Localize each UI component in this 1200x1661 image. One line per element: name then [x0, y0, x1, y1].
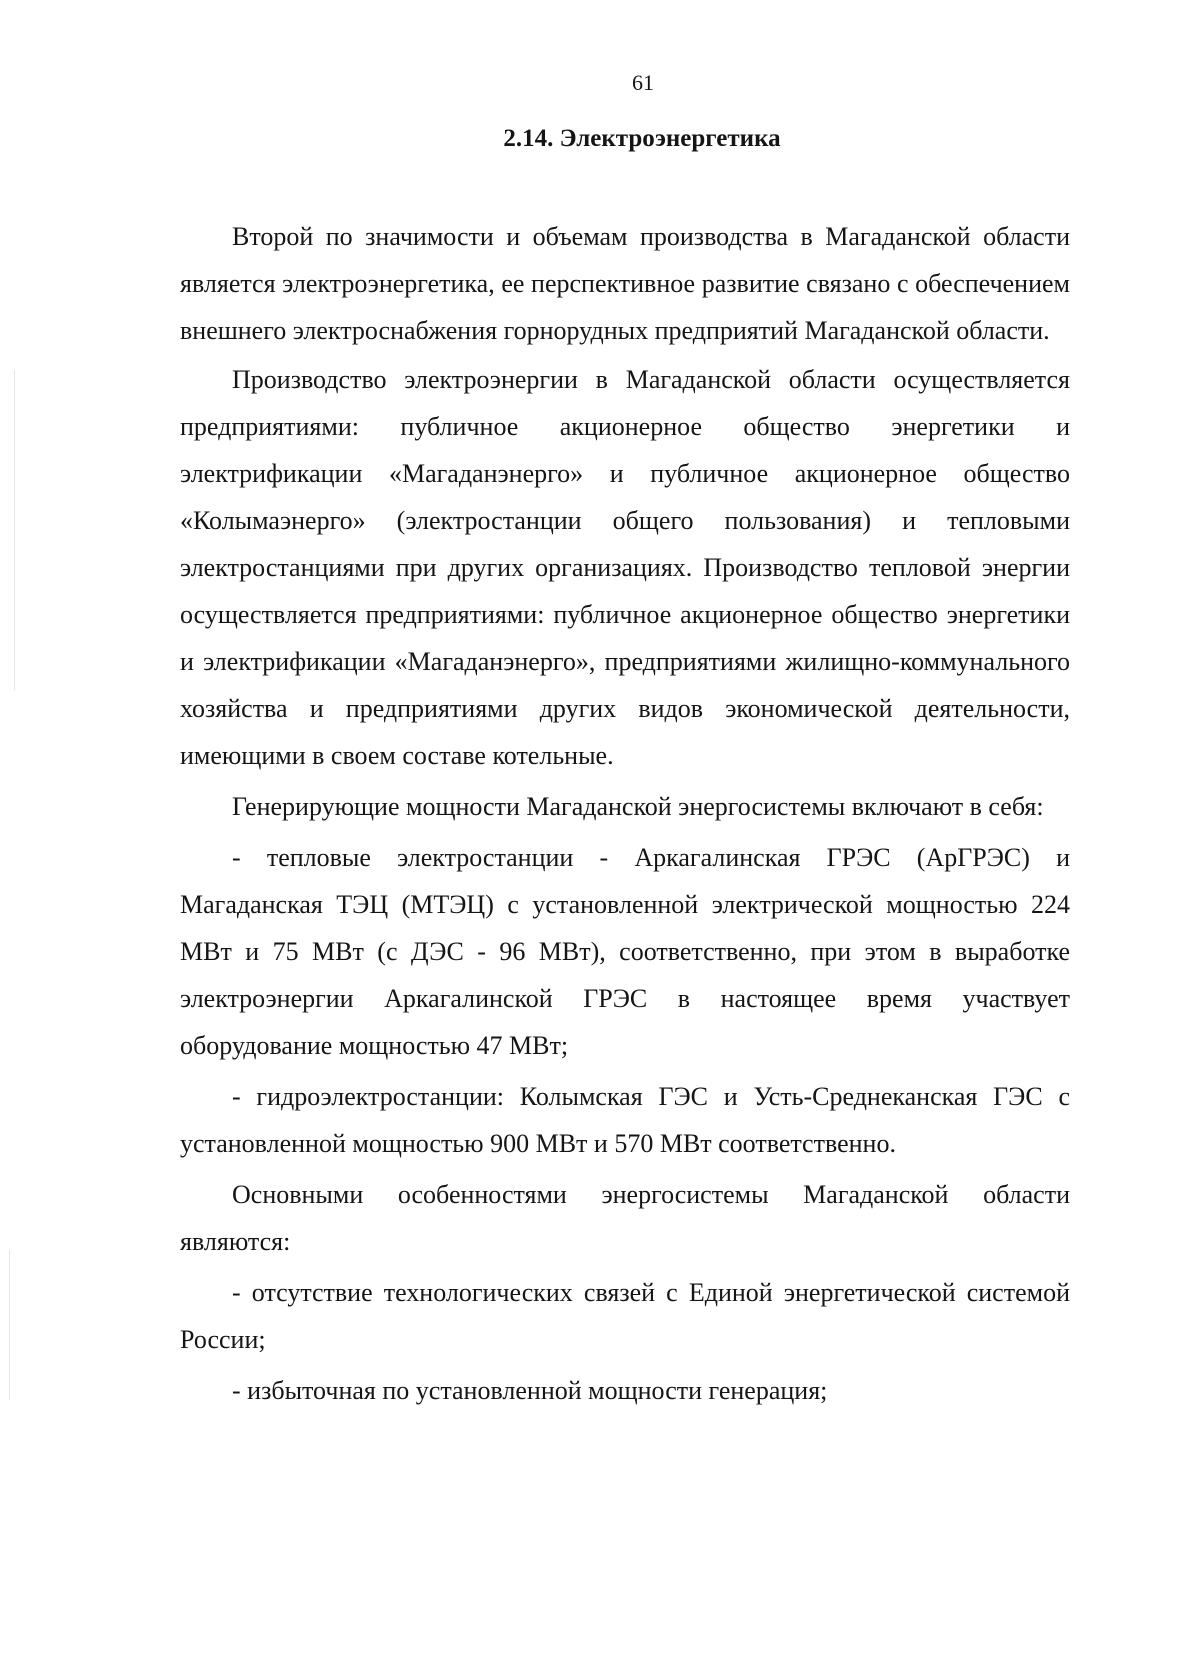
list-item-thermal-plants: - тепловые электростанции - Аркагалинская ГРЭС (АрГРЭС) и Магаданская ТЭЦ (МТЭЦ) с установленной электрической мощностью 224 МВт и 75 МВт (с ДЭС - 96 МВт), соответственно, при этом в выработке электроэнергии Аркагалинской ГРЭС в настоящее время участвует оборудование мощностью 47 МВт; — [180, 843, 1070, 1060]
document-body — [180, 213, 1070, 1414]
list-item-hydro-plants: - гидроэлектростанции: Колымская ГЭС и Усть-Среднеканская ГЭС с установленной мощностью 900 МВт и 570 МВт соответственно. — [180, 1082, 1070, 1158]
paragraph-features: Основными особенностями энергосистемы Магаданской области являются: — [180, 1180, 1070, 1256]
section-title: 2.14. Электроэнергетика — [503, 125, 781, 152]
scan-edge-mark — [14, 370, 15, 690]
page-number: 61 — [632, 70, 654, 95]
paragraph-intro: Второй по значимости и объемам производства в Магаданской области является электроэнергетика, ее перспективное развитие связано с обеспечением внешнего электроснабжения горнорудных предприятий Магаданской области. — [180, 222, 1070, 345]
paragraph-generating-capacity: Генерирующие мощности Магаданской энергосистемы включают в себя: — [232, 792, 1044, 821]
scan-edge-mark — [9, 1250, 10, 1400]
list-item-excess-generation: - избыточная по установленной мощности генерация; — [232, 1376, 828, 1405]
paragraph-production: Производство электроэнергии в Магаданской области осуществляется предприятиями: публичное акционерное общество энергетики и электрификации «Магаданэнерго» и публичное акционерное общество «Колымаэнерго» (электростанции общего пользования) и тепловыми электростанциями при других организациях. Производство тепловой энергии осуществляется предприятиями: публичное акционерное общество энергетики и электрификации «Магаданэнерго», предприятиями жилищно-коммунального хозяйства и предприятиями других видов экономической деятельности, имеющими в своем составе котельные. — [180, 365, 1070, 770]
list-item-no-ues-connection: - отсутствие технологических связей с Единой энергетической системой России; — [180, 1278, 1070, 1354]
